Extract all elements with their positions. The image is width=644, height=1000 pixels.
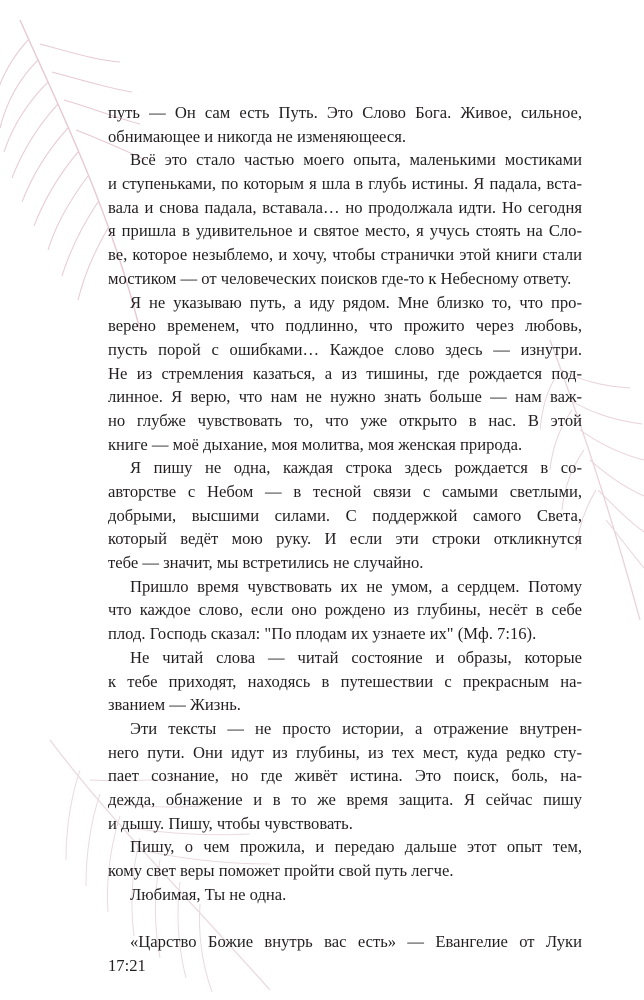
text-line: но глубже чувствовать то, что уже открыто в нас. В этой — [108, 410, 582, 430]
text-line: я пришла в удивительное и святое место, я учусь стоять на Сло- — [108, 221, 582, 241]
text-line: верено временем, что подлинно, что прожито через любовь, — [108, 316, 582, 336]
text-line: Пишу, о чем прожила, и передаю дальше этот опыт тем, — [130, 837, 582, 857]
text-line: Любимая, Ты не одна. — [130, 884, 287, 904]
spacer — [108, 906, 582, 930]
text-line: Пришло время чувствовать их не умом, а сердцем. Потому — [130, 576, 582, 596]
text-line: добрыми, высшими силами. С поддержкой самого Света, — [108, 505, 582, 525]
text-line: него пути. Они идут из глубины, из тех мест, куда редко сту- — [108, 742, 582, 762]
text-line: путь — Он сам есть Путь. Это Слово Бога. Живое, сильное, — [108, 103, 582, 122]
text-line: книге — моё дыхание, моя молитва, моя женская природа. — [108, 434, 523, 454]
text-line: званием — Жизнь. — [108, 695, 241, 715]
text-line: Всё это стало частью моего опыта, маленькими мостиками — [130, 150, 582, 170]
text-line: линное. Я верю, что нам не нужно знать больше — нам важ- — [108, 387, 582, 407]
text-line: который ведёт мою руку. И если эти строки откликнутся — [108, 529, 582, 549]
text-line: обнимающее и никогда не изменяющееся. — [108, 126, 406, 146]
text-line: дежда, обнажение и в то же время защита. Я сейчас пишу — [108, 789, 582, 809]
text-line: мостиком — от человеческих поисков где-то к Небесному ответу. — [108, 268, 572, 288]
paragraph — [108, 291, 582, 457]
text-line: и ступеньками, по которым я шла в глубь истины. Я падала, вста- — [108, 174, 582, 194]
text-line: к тебе приходят, находясь в путешествии с прекрасным на- — [108, 671, 582, 691]
paragraph — [108, 456, 582, 574]
text-line: что каждое слово, если оно рождено из глубины, несёт в себе — [108, 600, 582, 620]
text-line: Я пишу не одна, каждая строка здесь рождается в со- — [130, 458, 582, 478]
paragraph — [108, 717, 582, 835]
scripture-quote — [108, 930, 582, 977]
paragraph — [108, 101, 582, 148]
text-line: вала и снова падала, вставала… но продолжала идти. Но сегодня — [108, 197, 582, 217]
paragraph — [108, 883, 582, 907]
paragraph — [108, 646, 582, 717]
text-line: авторстве с Небом — в тесной связи с самыми светлыми, — [108, 482, 582, 501]
text-line: Не из стремления казаться, а из тишины, где рождается под- — [108, 363, 582, 383]
text-line: Я не указываю путь, а иду рядом. Мне близко то, что про- — [130, 292, 582, 312]
paragraph — [108, 575, 582, 646]
text-line: тебе — значит, мы встретились не случайно. — [108, 553, 424, 573]
quote-line: 17:21 — [108, 955, 146, 975]
quote-line: «Царство Божие внутрь вас есть» — Евангелие от Луки — [130, 932, 582, 952]
text-line: Не читай слова — читай состояние и образы, которые — [130, 647, 582, 667]
text-line: Эти тексты — не просто истории, а отражение внутрен- — [130, 718, 582, 738]
paragraph — [108, 835, 582, 882]
text-line: и дышу. Пишу, чтобы чувствовать. — [108, 813, 353, 833]
text-line: кому свет веры поможет пройти свой путь легче. — [108, 861, 454, 880]
text-line: пает сознание, но где живёт истина. Это поиск, боль, на- — [108, 766, 582, 786]
text-line: плод. Господь сказал: "По плодам их узнаете их" (Мф. 7:16). — [108, 624, 537, 644]
body-text — [108, 101, 582, 977]
paragraph — [108, 148, 582, 290]
text-line: пусть порой с ошибками… Каждое слово здесь — изнутри. — [108, 339, 582, 359]
text-line: ве, которое незыблемо, и хочу, чтобы странички этой книги стали — [108, 245, 582, 265]
